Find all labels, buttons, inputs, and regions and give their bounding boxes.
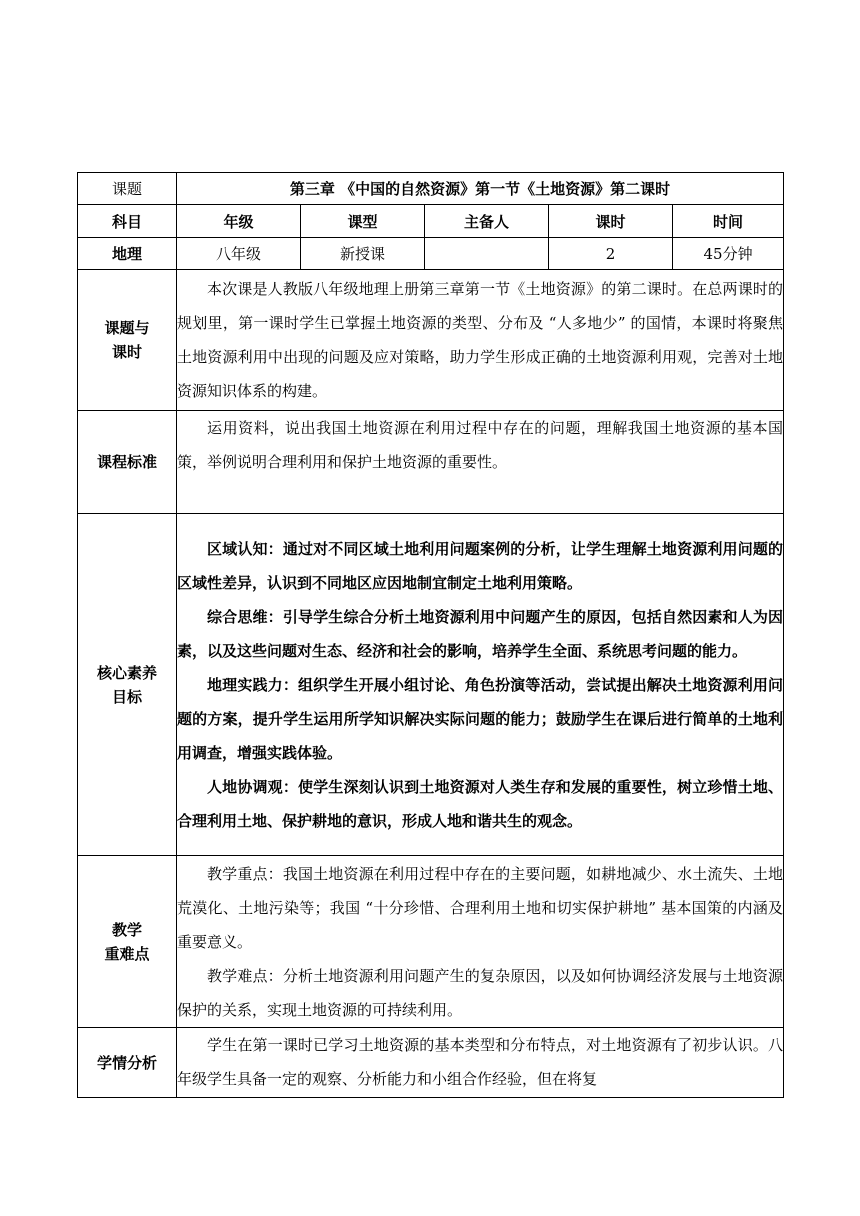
info-header-row <box>78 205 784 238</box>
value-subject: 地理 <box>78 238 177 270</box>
learner-content <box>177 1028 784 1098</box>
literacy-label-line1: 核心素养 <box>96 663 157 682</box>
topic-label-line1: 课题与 <box>104 319 150 337</box>
key-points-label-line1: 教学 <box>111 920 142 939</box>
standard-paragraph: 运用资料，说出我国土地资源在利用过程中存在的问题，理解我国土地资源的基本国策，举例说明合理利用和保护土地资源的重要性。 <box>177 419 784 471</box>
lesson-plan-table <box>77 172 784 1098</box>
topic-content <box>177 270 784 411</box>
literacy-label-line2: 目标 <box>111 687 142 706</box>
header-grade: 年级 <box>177 205 301 238</box>
learner-paragraph: 学生在第一课时已学习土地资源的基本类型和分布特点，对土地资源有了初步认识。八年级学生具备一定的观察、分析能力和小组合作经验，但在将复 <box>177 1036 784 1088</box>
value-grade: 八年级 <box>177 238 301 270</box>
title-value: 第三章 《中国的自然资源》第一节《土地资源》第二课时 <box>177 173 784 205</box>
topic-row <box>78 270 784 411</box>
key-points-difficulty-paragraph: 教学难点：分析土地资源利用问题产生的复杂原因，以及如何协调经济发展与土地资源保护的关系，实现土地资源的可持续利用。 <box>177 966 784 1019</box>
standard-content <box>177 411 784 514</box>
title-row <box>78 173 784 205</box>
title-label: 课题 <box>78 173 177 205</box>
key-points-content <box>177 856 784 1028</box>
literacy-content <box>177 514 784 856</box>
literacy-integrated-paragraph: 综合思维：引导学生综合分析土地资源利用中问题产生的原因，包括自然因素和人为因素，以及这些问题对生态、经济和社会的影响，培养学生全面、系统思考问题的能力。 <box>177 607 784 660</box>
literacy-regional-paragraph: 区域认知：通过对不同区域土地利用问题案例的分析，让学生理解土地资源利用问题的区域性差异，认识到不同地区应因地制宜制定土地利用策略。 <box>177 539 784 592</box>
info-value-row <box>78 238 784 270</box>
value-duration: 45分钟 <box>673 238 784 270</box>
literacy-harmony-paragraph: 人地协调观：使学生深刻认识到土地资源对人类生存和发展的重要性，树立珍惜土地、合理利用土地、保护耕地的意识，形成人地和谐共生的观念。 <box>177 777 784 830</box>
value-periods: 2 <box>549 238 673 270</box>
learner-row <box>78 1028 784 1098</box>
key-points-focus-paragraph: 教学重点：我国土地资源在利用过程中存在的主要问题，如耕地减少、水土流失、土地荒漠化、土地污染等；我国 “十分珍惜、合理利用土地和切实保护耕地” 基本国策的内涵及重要意义。 <box>177 864 784 951</box>
literacy-practice-paragraph: 地理实践力：组织学生开展小组讨论、角色扮演等活动，尝试提出解决土地资源利用问题的方案，提升学生运用所学知识解决实际问题的能力；鼓励学生在课后进行简单的土地利用调查，增强实践体验。 <box>177 675 784 762</box>
literacy-label <box>78 514 177 856</box>
header-duration: 时间 <box>673 205 784 238</box>
key-points-label-line2: 重难点 <box>104 944 150 963</box>
header-subject: 科目 <box>78 205 177 238</box>
value-lesson-type: 新授课 <box>301 238 425 270</box>
key-points-row <box>78 856 784 1028</box>
literacy-row <box>78 514 784 856</box>
standard-label: 课程标准 <box>78 411 177 514</box>
learner-label: 学情分析 <box>78 1028 177 1098</box>
standard-row <box>78 411 784 514</box>
topic-label <box>78 270 177 411</box>
header-periods: 课时 <box>549 205 673 238</box>
header-lesson-type: 课型 <box>301 205 425 238</box>
topic-paragraph: 本次课是人教版八年级地理上册第三章第一节《土地资源》的第二课时。在总两课时的规划里，第一课时学生已掌握土地资源的类型、分布及 “人多地少” 的国情，本课时将聚焦土地资源利用中出现的问题及应对策略，助力学生形成正确的土地资源利用观，完善对土地资源知识体系的构建。 <box>177 280 784 400</box>
header-preparer: 主备人 <box>425 205 549 238</box>
key-points-label <box>78 856 177 1028</box>
value-preparer <box>425 238 549 270</box>
topic-label-line2: 课时 <box>111 343 142 361</box>
